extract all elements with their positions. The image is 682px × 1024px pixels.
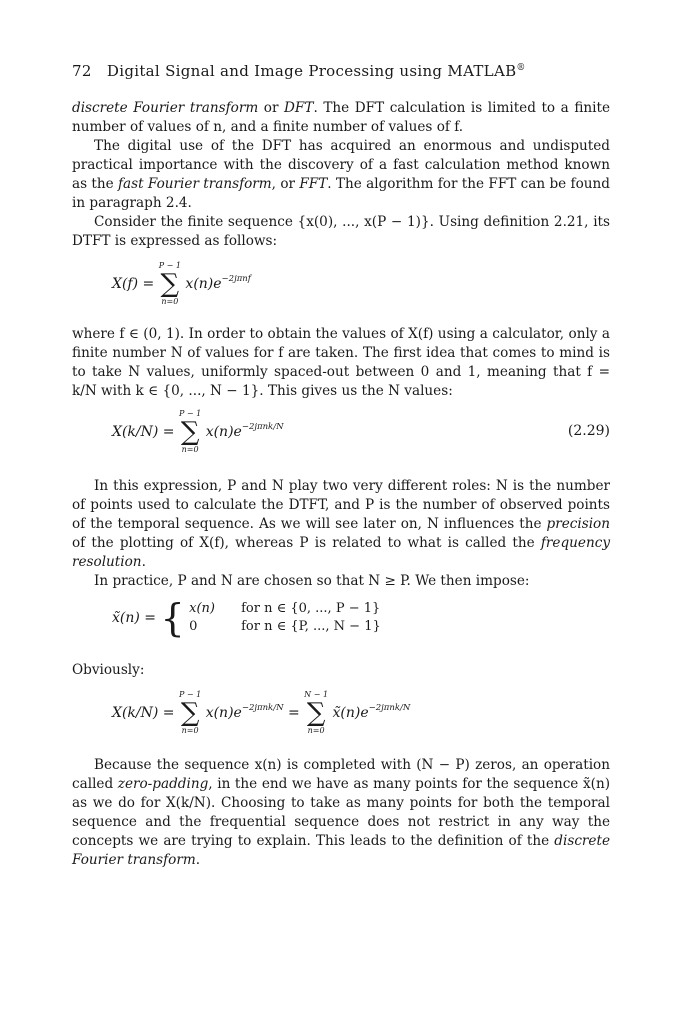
equation-zero-padding: x̃(n) = { x(n) for n ∈ {0, ..., P − 1} 0 for n ∈ {P, ..., N − 1} (112, 596, 381, 640)
term-dft: DFT (284, 100, 314, 116)
page-number: 72 (72, 62, 92, 80)
paragraph-2: The digital use of the DFT has acquired an enormous and undisputed practical importance with the discovery of a fast calculation method known as the fast Fourier transform, or FFT. The algorithm for the FFT can be found in paragraph 2.4. (72, 138, 610, 211)
term-zero-padding: zero-padding (117, 776, 209, 792)
equation-equivalence: X(k/N) = P − 1 ∑ n=0 $x(n)e^{-2j\pi nk/N}$ = N − 1 ∑ n=0 $x̃(n)e^{-2j\pi nk/N}$ (112, 690, 411, 735)
page-body (72, 62, 610, 870)
book-title: Digital Signal and Image Processing using MATLAB (106, 62, 517, 80)
summation: P − 1 ∑ n=0 (178, 690, 202, 735)
term-dft-long: discrete Fourier transform (72, 833, 610, 868)
paragraph-1: discrete Fourier transform or DFT. The DFT calculation is limited to a finite number of values of n, and a finite number of values of f. (72, 100, 611, 135)
equation-dtft: X(f) = P − 1 ∑ n=0 $x(n)e^{-2j\pi nf}$ (112, 261, 251, 306)
term-fft-long: fast Fourier transform (118, 176, 272, 192)
equation-number: (2.29) (567, 423, 610, 439)
term-precision: precision (546, 516, 610, 532)
paragraph-7: Obviously: (72, 662, 145, 678)
paragraph-8: Because the sequence x(n) is completed with (N − P) zeros, an operation called zero-padding, in the end we have as many points for the sequence x̃(n) as we do for X(k/N). Choosing to take as many points for both the temporal sequence and the frequential sequence does not restrict in any way the concepts we are trying to explain. This leads to the definition of the discrete Fourier transform. (72, 757, 610, 868)
running-header (72, 62, 610, 84)
paragraph-3: Consider the finite sequence {x(0), ..., x(P − 1)}. Using definition 2.21, its DTFT is expressed as follows: (72, 214, 610, 249)
summation: N − 1 ∑ n=0 (304, 690, 329, 735)
term-dft-long: discrete Fourier transform (72, 100, 259, 116)
term-frequency-resolution: frequency resolution (72, 535, 610, 570)
paragraph-4: where f ∈ (0, 1). In order to obtain the values of X(f) using a calculator, only a finite number N of values for f are taken. The first idea that comes to mind is to take N values, uniformly spaced-out between 0 and 1, meaning that f = k/N with k ∈ {0, ..., N − 1}. This gives us the N values: (72, 326, 610, 399)
cases: x(n) for n ∈ {0, ..., P − 1} 0 for n ∈ {P, ..., N − 1} (189, 601, 381, 634)
paragraph-6: In practice, P and N are chosen so that N ≥ P. We then impose: (94, 573, 530, 589)
summation: P − 1 ∑ n=0 (178, 409, 202, 454)
equation-2-29: X(k/N) = P − 1 ∑ n=0 $x(n)e^{-2j\pi nk/N}$ (2.29) (112, 409, 610, 454)
term-fft: FFT (299, 176, 328, 192)
registered-mark: ® (516, 63, 526, 73)
paragraph-5: In this expression, P and N play two very different roles: N is the number of points used to calculate the DTFT, and P is the number of observed points of the temporal sequence. As we will see later on, N influences the precision of the plotting of X(f), whereas P is related to what is called the frequency resolution. (72, 478, 610, 570)
summation: P − 1 ∑ n=0 (158, 261, 181, 306)
